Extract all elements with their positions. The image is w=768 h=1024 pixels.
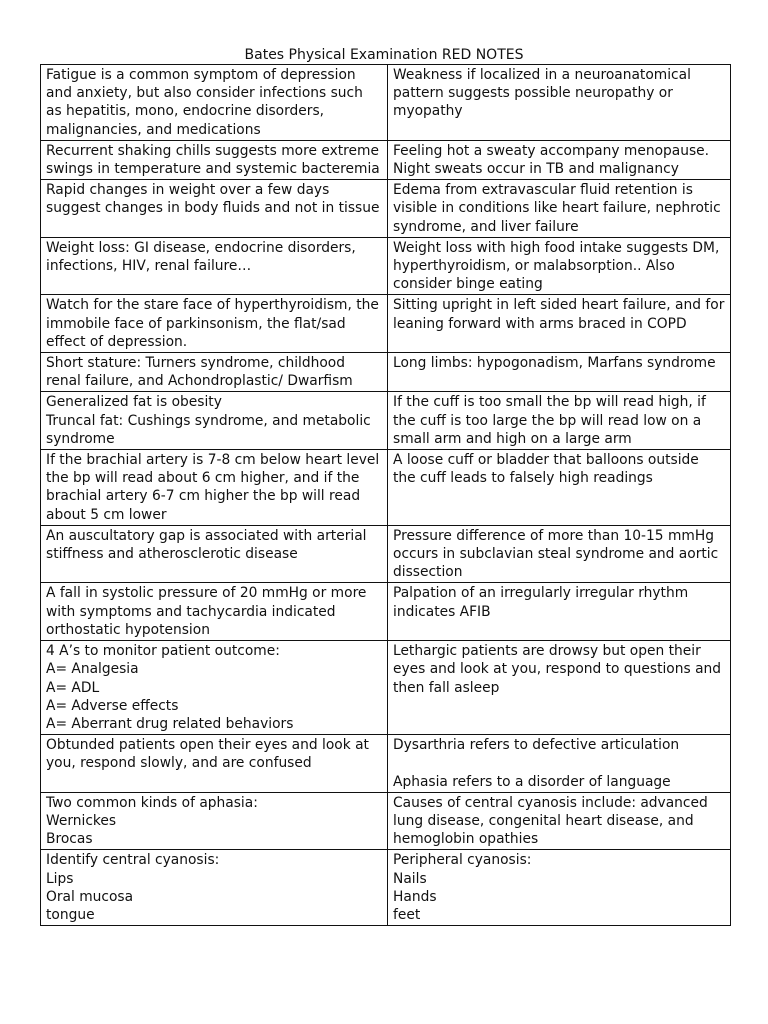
document-title: Bates Physical Examination RED NOTES (244, 47, 524, 63)
note-cell-left: 4 A’s to monitor patient outcome: A= Analgesia A= ADL A= Adverse effects A= Aberrant drug related behaviors (41, 641, 388, 735)
table-row (41, 140, 731, 179)
note-cell-right: Peripheral cyanosis: Nails Hands feet (388, 850, 731, 926)
note-cell-left: Fatigue is a common symptom of depression and anxiety, but also consider infections such as hepatitis, mono, endocrine disorders, malignancies, and medications (41, 65, 388, 141)
note-cell-right: Causes of central cyanosis include: advanced lung disease, congenital heart disease, and hemoglobin opathies (388, 792, 731, 850)
note-cell-left: Two common kinds of aphasia: Wernickes Brocas (41, 792, 388, 850)
table-row (41, 735, 731, 793)
note-cell-right: If the cuff is too small the bp will read high, if the cuff is too large the bp will read low on a small arm and high on a large arm (388, 392, 731, 450)
note-cell-left: Short stature: Turners syndrome, childhood renal failure, and Achondroplastic/ Dwarfism (41, 353, 388, 392)
note-cell-right: Weakness if localized in a neuroanatomical pattern suggests possible neuropathy or myopathy (388, 65, 731, 141)
note-cell-right: Edema from extravascular fluid retention is visible in conditions like heart failure, nephrotic syndrome, and liver failure (388, 180, 731, 238)
note-cell-left: Obtunded patients open their eyes and look at you, respond slowly, and are confused (41, 735, 388, 793)
note-cell-left: Identify central cyanosis: Lips Oral mucosa tongue (41, 850, 388, 926)
note-cell-left: Generalized fat is obesity Truncal fat: Cushings syndrome, and metabolic syndrome (41, 392, 388, 450)
table-row (41, 583, 731, 641)
table-row (41, 641, 731, 735)
note-cell-left: If the brachial artery is 7-8 cm below heart level the bp will read about 6 cm higher, and if the brachial artery 6-7 cm higher the bp will read about 5 cm lower (41, 450, 388, 526)
note-cell-left: Recurrent shaking chills suggests more extreme swings in temperature and systemic bacteremia (41, 140, 388, 179)
note-cell-right: A loose cuff or bladder that balloons outside the cuff leads to falsely high readings (388, 450, 731, 526)
table-row (41, 295, 731, 353)
table-row (41, 392, 731, 450)
note-cell-right: Long limbs: hypogonadism, Marfans syndrome (388, 353, 731, 392)
note-cell-left: Rapid changes in weight over a few days suggest changes in body fluids and not in tissue (41, 180, 388, 238)
note-cell-left: An auscultatory gap is associated with arterial stiffness and atherosclerotic disease (41, 525, 388, 583)
note-cell-right: Palpation of an irregularly irregular rhythm indicates AFIB (388, 583, 731, 641)
table-row (41, 450, 731, 526)
note-cell-right: Sitting upright in left sided heart failure, and for leaning forward with arms braced in COPD (388, 295, 731, 353)
note-cell-right: Weight loss with high food intake suggests DM, hyperthyroidism, or malabsorption.. Also consider binge eating (388, 237, 731, 295)
notes-table (40, 64, 731, 926)
note-cell-right: Dysarthria refers to defective articulation Aphasia refers to a disorder of language (388, 735, 731, 793)
table-row (41, 237, 731, 295)
table-row (41, 353, 731, 392)
note-cell-left: Weight loss: GI disease, endocrine disorders, infections, HIV, renal failure… (41, 237, 388, 295)
note-cell-left: Watch for the stare face of hyperthyroidism, the immobile face of parkinsonism, the flat/sad effect of depression. (41, 295, 388, 353)
table-row (41, 525, 731, 583)
table-row (41, 65, 731, 141)
table-row (41, 180, 731, 238)
note-cell-right: Feeling hot a sweaty accompany menopause. Night sweats occur in TB and malignancy (388, 140, 731, 179)
table-row (41, 850, 731, 926)
table-row (41, 792, 731, 850)
note-cell-right: Lethargic patients are drowsy but open their eyes and look at you, respond to questions and then fall asleep (388, 641, 731, 735)
note-cell-left: A fall in systolic pressure of 20 mmHg or more with symptoms and tachycardia indicated orthostatic hypotension (41, 583, 388, 641)
note-cell-right: Pressure difference of more than 10-15 mmHg occurs in subclavian steal syndrome and aortic dissection (388, 525, 731, 583)
